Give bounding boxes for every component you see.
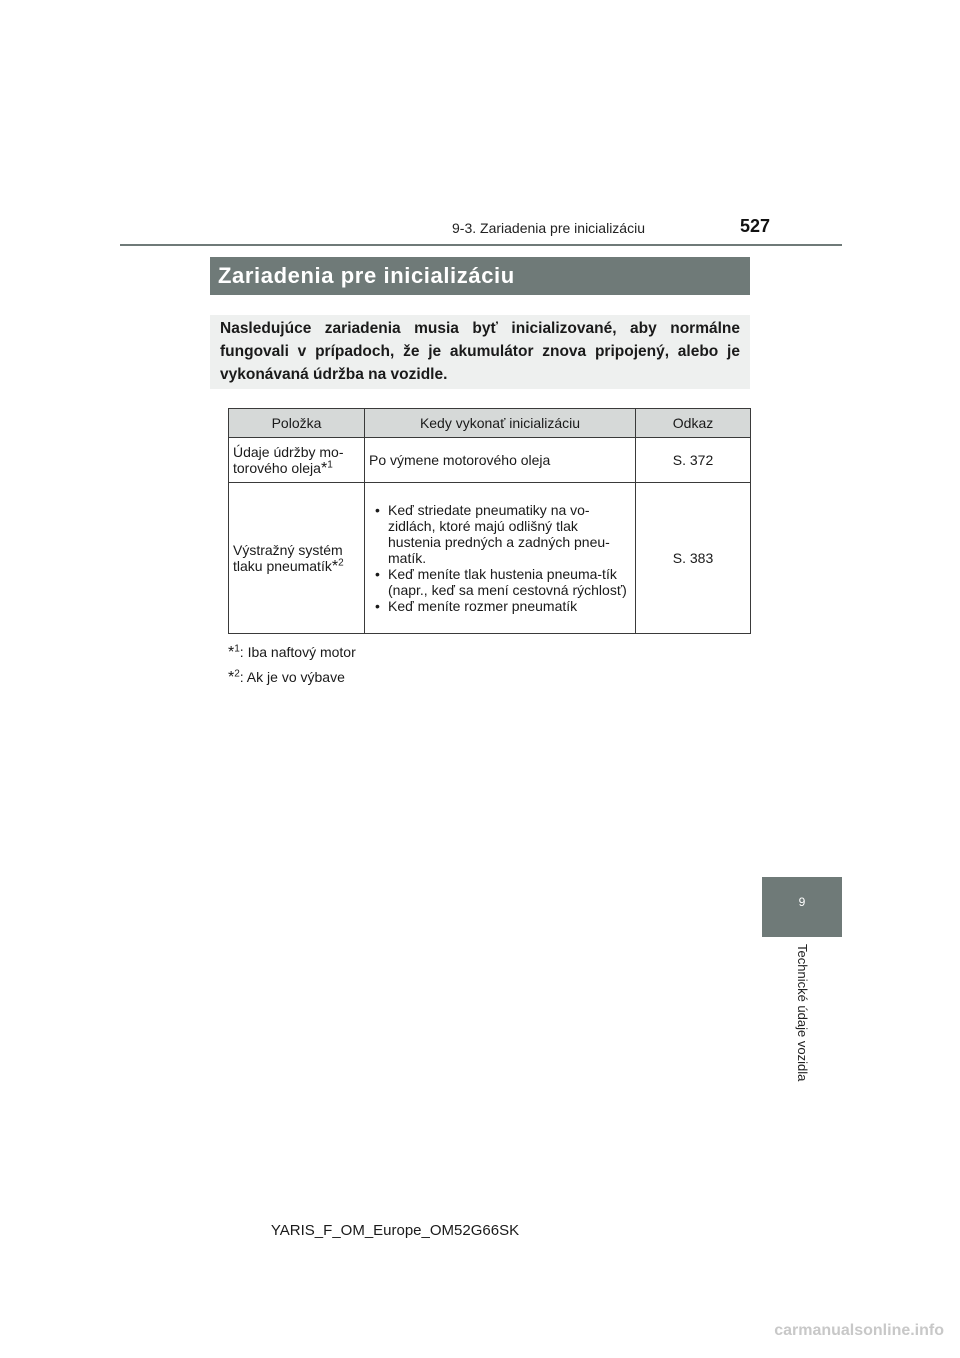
watermark: carmanualsonline.info: [774, 1322, 944, 1339]
when-list: [369, 502, 631, 614]
footnote-mark: *: [331, 558, 339, 575]
footnote: [228, 644, 356, 660]
table-row: [229, 438, 751, 483]
running-header-section: 9-3. Zariadenia pre inicializáciu: [452, 220, 645, 236]
intro-text: Nasledujúce zariadenia musia byť inicializované, aby normálne fungovali v prípadoch, že je akumulátor znova pripojený, alebo je vykonávaná údržba na vozidle.: [210, 315, 750, 389]
footnote-number: 1: [234, 643, 240, 655]
when-text: Po výmene motorového oleja: [369, 452, 551, 468]
item-cell: [229, 438, 365, 483]
chapter-number: 9: [798, 895, 806, 909]
when-cell: [365, 438, 636, 483]
item-line: torového oleja: [233, 460, 321, 476]
column-header: Položka: [229, 409, 365, 438]
ref-cell: S. 372: [636, 438, 751, 483]
ref-cell: S. 383: [636, 483, 751, 634]
list-item: • Keď meníte rozmer pneumatík: [369, 598, 631, 614]
column-header: Odkaz: [636, 409, 751, 438]
item-line: Výstražný systém: [233, 542, 343, 558]
footnote-text: : Iba naftový motor: [239, 644, 356, 660]
column-header: Kedy vykonať inicializáciu: [365, 409, 636, 438]
when-cell: [365, 483, 636, 634]
footnote-mark: *: [320, 460, 328, 477]
document-code: YARIS_F_OM_Europe_OM52G66SK: [270, 1222, 520, 1239]
table-row: [229, 483, 751, 634]
footnote: [228, 669, 345, 685]
page-number: 527: [740, 216, 771, 236]
footnote-number: 2: [234, 668, 240, 680]
chapter-label: Technické údaje vozidla: [795, 944, 810, 1082]
item-line: tlaku pneumatík: [233, 558, 332, 574]
footnote-mark: *: [228, 669, 235, 686]
table-header-row: [229, 409, 751, 438]
footnote-number: 1: [327, 459, 333, 471]
list-item: • Keď striedate pneumatiky na vo-zidlách, ktoré majú odlišný tlak hustenia predných a zadných pneu-matík.: [369, 502, 631, 566]
list-item: • Keď meníte tlak hustenia pneuma-tík (napr., keď sa mení cestovná rýchlosť): [369, 566, 631, 598]
footnote-mark: *: [228, 644, 235, 661]
initialization-table: [228, 408, 751, 634]
item-line: Údaje údržby mo-: [233, 444, 344, 460]
section-title: Zariadenia pre inicializáciu: [210, 257, 750, 295]
footnote-text: : Ak je vo výbave: [239, 669, 345, 685]
header-rule: [120, 244, 842, 246]
footnote-number: 2: [338, 557, 344, 569]
item-cell: [229, 483, 365, 634]
